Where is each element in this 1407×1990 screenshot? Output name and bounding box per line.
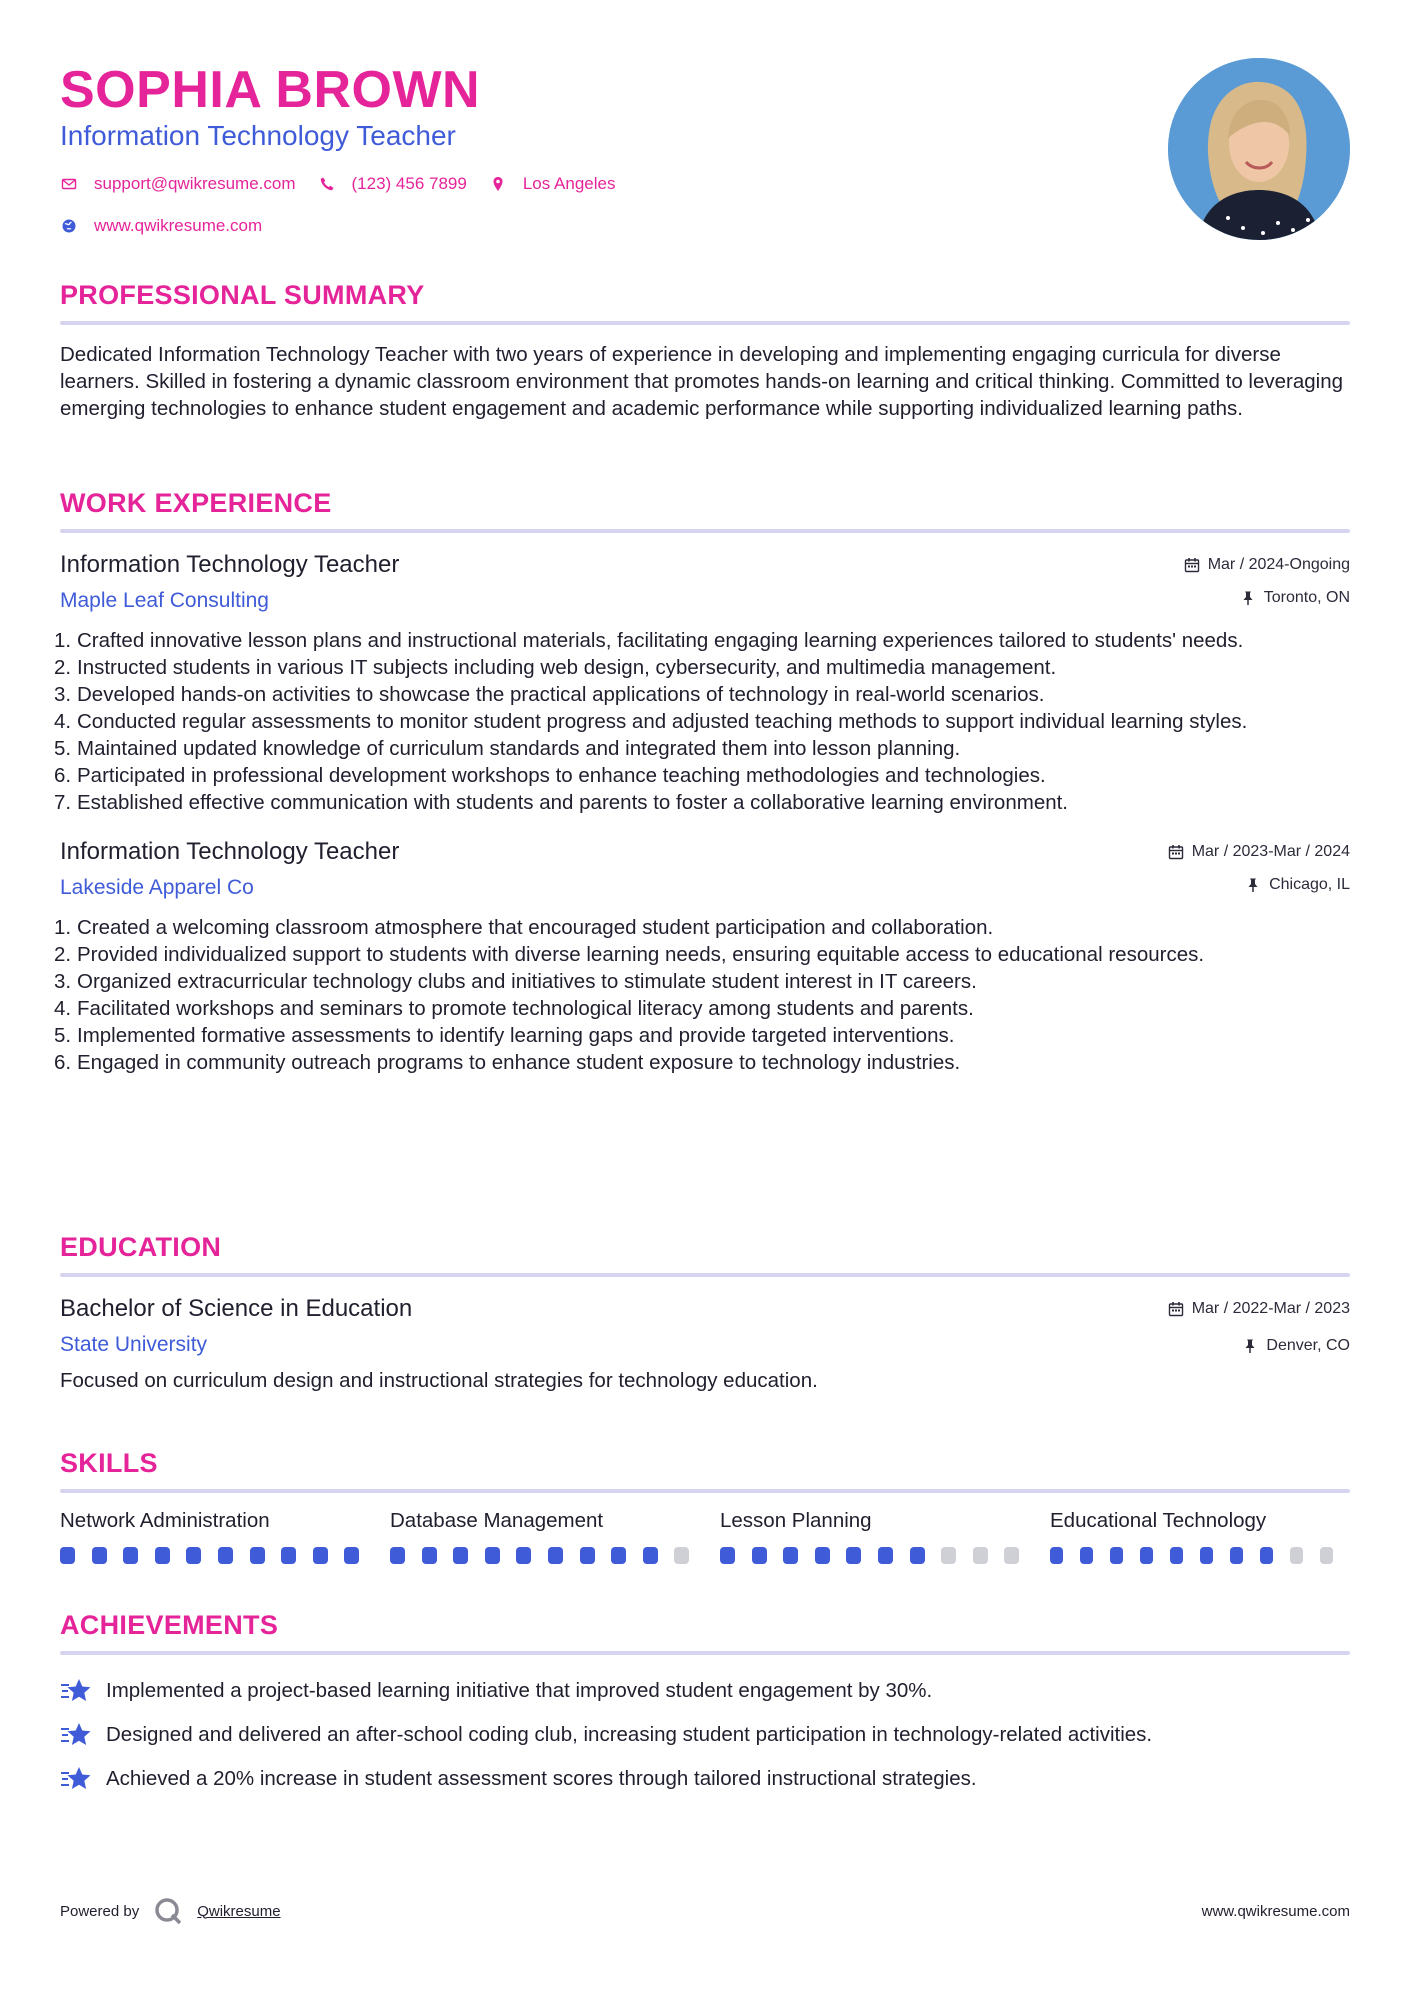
skill-dot-filled: [516, 1547, 531, 1564]
skill-rating: [390, 1547, 720, 1564]
skill-dot-filled: [60, 1547, 75, 1564]
job-meta: [1184, 555, 1350, 608]
dates-text: Mar / 2022-Mar / 2023: [1191, 1300, 1350, 1317]
skill-dot-filled: [878, 1547, 893, 1564]
achievement-text: Implemented a project-based learning initiative that improved student engagement by 30%.: [106, 1679, 933, 1702]
skill-dot-filled: [186, 1547, 201, 1564]
calendar-icon: [1168, 1301, 1184, 1317]
section-title: WORK EXPERIENCE: [60, 488, 332, 518]
pushpin-icon: [1242, 1338, 1258, 1354]
skill-dot-filled: [1140, 1547, 1153, 1564]
job-entry: [60, 551, 1350, 816]
skill-dot-filled: [846, 1547, 861, 1564]
skill-dot-filled: [783, 1547, 798, 1564]
bullet-item: Facilitated workshops and seminars to promote technological literacy among students and parents.: [77, 997, 974, 1020]
skill-dot-filled: [1260, 1547, 1273, 1564]
skill-dot-filled: [155, 1547, 170, 1564]
section-divider: [60, 321, 1350, 325]
skill-dot-filled: [344, 1547, 359, 1564]
skill-dot-filled: [281, 1547, 296, 1564]
achievement-item: [60, 1713, 1350, 1757]
skill-dot-filled: [1170, 1547, 1183, 1564]
globe-icon: [60, 217, 78, 235]
contact-location: [489, 174, 616, 194]
location-text: Denver, CO: [1266, 1337, 1350, 1354]
section-title: SKILLS: [60, 1448, 158, 1478]
calendar-icon: [1184, 557, 1200, 573]
skills-list: [60, 1509, 1350, 1564]
skill-dot-empty: [1290, 1547, 1303, 1564]
skill-dot-empty: [973, 1547, 988, 1564]
skill-dot-filled: [485, 1547, 500, 1564]
achievements-section: [60, 1610, 1350, 1801]
skills-section: [60, 1448, 1350, 1564]
phone-text: (123) 456 7899: [351, 174, 467, 193]
bullet-item: Participated in professional development workshops to enhance teaching methodologies and technologies.: [77, 764, 1046, 787]
calendar-icon: [1168, 844, 1184, 860]
skill-rating: [720, 1547, 1050, 1564]
education-entry: [60, 1295, 1350, 1394]
contact-row: [60, 174, 637, 194]
website-text: www.qwikresume.com: [94, 216, 263, 235]
skill-dot-filled: [422, 1547, 437, 1564]
section-divider: [60, 1273, 1350, 1277]
location-text: Chicago, IL: [1269, 876, 1350, 893]
summary-text: Dedicated Information Technology Teacher with two years of experience in developing and implementing engaging curricula for diverse learners. Skilled in fostering a dynamic classroom environment that promotes hands-on learning and critical thinking. Committed to leveraging emerging technologies to enhance student engagement and academic performance while supporting individualized learning paths.: [60, 343, 1344, 420]
skill-dot-filled: [313, 1547, 328, 1564]
footer-website-link[interactable]: www.qwikresume.com: [1201, 1902, 1350, 1920]
education-location: [1168, 1336, 1350, 1356]
section-title: PROFESSIONAL SUMMARY: [60, 280, 425, 310]
job-location: [1168, 875, 1350, 895]
education-meta: [1168, 1299, 1350, 1356]
skill-dot-filled: [1230, 1547, 1243, 1564]
bullet-item: Implemented formative assessments to identify learning gaps and provide targeted interventions.: [77, 1024, 955, 1047]
skill-dot-filled: [1200, 1547, 1213, 1564]
section-title: EDUCATION: [60, 1232, 222, 1262]
section-divider: [60, 1651, 1350, 1655]
skill-name: Network Administration: [60, 1509, 270, 1532]
contact-row-website: [60, 216, 284, 236]
summary-section: [60, 280, 1350, 422]
job-location: [1184, 588, 1350, 608]
phone-icon: [318, 175, 336, 193]
bullet-item: Developed hands-on activities to showcase the practical applications of technology in real-world scenarios.: [77, 683, 1045, 706]
star-icon: [60, 1765, 92, 1793]
bullet-item: Created a welcoming classroom atmosphere that encouraged student participation and collaboration.: [77, 916, 994, 939]
skill-dot-filled: [453, 1547, 468, 1564]
skill-item: [720, 1509, 1050, 1564]
bullet-item: Organized extracurricular technology clubs and initiatives to stimulate student interest in IT careers.: [77, 970, 977, 993]
section-divider: [60, 1489, 1350, 1493]
education-section: [60, 1232, 1350, 1394]
skill-item: [1050, 1509, 1350, 1564]
skill-item: [60, 1509, 390, 1564]
skill-dot-filled: [580, 1547, 595, 1564]
skill-dot-filled: [250, 1547, 265, 1564]
star-icon: [60, 1721, 92, 1749]
skill-dot-filled: [910, 1547, 925, 1564]
page-footer: [60, 1896, 1350, 1926]
education-dates: [1168, 1299, 1350, 1319]
powered-by: [60, 1896, 281, 1926]
job-company: Lakeside Apparel Co: [60, 876, 254, 899]
contact-phone[interactable]: [318, 174, 467, 194]
job-title: Information Technology Teacher: [60, 551, 400, 578]
skill-dot-filled: [548, 1547, 563, 1564]
skill-dot-filled: [720, 1547, 735, 1564]
resume-page: [60, 0, 1350, 1990]
job-bullets: [60, 914, 1350, 1076]
skill-dot-filled: [390, 1547, 405, 1564]
contact-email[interactable]: [60, 174, 296, 194]
bullet-item: Engaged in community outreach programs to enhance student exposure to technology industries.: [77, 1051, 961, 1074]
dates-text: Mar / 2024-Ongoing: [1207, 556, 1350, 573]
candidate-name: SOPHIA BROWN: [60, 61, 481, 119]
job-bullets: [60, 627, 1350, 816]
skill-dot-filled: [815, 1547, 830, 1564]
section-divider: [60, 529, 1350, 533]
section-title: ACHIEVEMENTS: [60, 1610, 279, 1640]
candidate-role: Information Technology Teacher: [60, 120, 456, 151]
skill-dot-filled: [752, 1547, 767, 1564]
achievement-item: [60, 1757, 1350, 1801]
bullet-item: Conducted regular assessments to monitor student progress and adjusted teaching methods to support individual learning styles.: [77, 710, 1248, 733]
job-title: Information Technology Teacher: [60, 838, 400, 865]
skill-rating: [60, 1547, 390, 1564]
skill-dot-filled: [1080, 1547, 1093, 1564]
email-text: support@qwikresume.com: [94, 174, 296, 193]
skill-dot-filled: [611, 1547, 626, 1564]
job-company: Maple Leaf Consulting: [60, 589, 269, 612]
skill-dot-filled: [218, 1547, 233, 1564]
profile-photo: [1168, 58, 1350, 240]
location-text: Toronto, ON: [1263, 589, 1350, 606]
contact-website[interactable]: [60, 216, 262, 236]
skill-dot-filled: [92, 1547, 107, 1564]
bullet-item: Established effective communication with students and parents to foster a collaborative learning environment.: [77, 791, 1069, 814]
experience-section: [60, 488, 1350, 1076]
skill-dot-empty: [674, 1547, 689, 1564]
skill-rating: [1050, 1547, 1350, 1564]
degree-title: Bachelor of Science in Education: [60, 1295, 413, 1322]
school-name: State University: [60, 1333, 208, 1356]
job-entry: [60, 838, 1350, 1076]
map-marker-icon: [489, 175, 507, 193]
achievement-item: [60, 1669, 1350, 1713]
achievements-list: [60, 1669, 1350, 1801]
skill-dot-empty: [941, 1547, 956, 1564]
job-meta: [1168, 842, 1350, 895]
skill-dot-filled: [123, 1547, 138, 1564]
bullet-item: Crafted innovative lesson plans and instructional materials, facilitating engaging learning experiences tailored to students' needs.: [77, 629, 1244, 652]
bullet-item: Provided individualized support to students with diverse learning needs, ensuring equitable access to educational resources.: [77, 943, 1205, 966]
bullet-item: Instructed students in various IT subjects including web design, cybersecurity, and multimedia management.: [77, 656, 1057, 679]
envelope-icon: [60, 175, 78, 193]
skill-dot-filled: [643, 1547, 658, 1564]
qwikresume-logo-icon: [153, 1896, 183, 1926]
dates-text: Mar / 2023-Mar / 2024: [1191, 843, 1350, 860]
brand-link[interactable]: Qwikresume: [197, 1902, 281, 1920]
achievement-text: Designed and delivered an after-school coding club, increasing student participation in technology-related activities.: [106, 1723, 1153, 1746]
education-description: Focused on curriculum design and instructional strategies for technology education.: [60, 1369, 818, 1392]
skill-dot-empty: [1320, 1547, 1333, 1564]
job-dates: [1184, 555, 1350, 575]
skill-dot-filled: [1110, 1547, 1123, 1564]
pushpin-icon: [1240, 590, 1256, 606]
powered-by-label: Powered by: [60, 1902, 140, 1920]
skill-name: Educational Technology: [1050, 1509, 1267, 1532]
star-icon: [60, 1677, 92, 1705]
bullet-item: Maintained updated knowledge of curriculum standards and integrated them into lesson planning.: [77, 737, 961, 760]
job-dates: [1168, 842, 1350, 862]
skill-name: Database Management: [390, 1509, 604, 1532]
skill-dot-empty: [1004, 1547, 1019, 1564]
location-text: Los Angeles: [522, 174, 616, 193]
achievement-text: Achieved a 20% increase in student assessment scores through tailored instructional strategies.: [106, 1767, 977, 1790]
pushpin-icon: [1245, 877, 1261, 893]
skill-dot-filled: [1050, 1547, 1063, 1564]
skill-name: Lesson Planning: [720, 1509, 872, 1532]
skill-item: [390, 1509, 720, 1564]
